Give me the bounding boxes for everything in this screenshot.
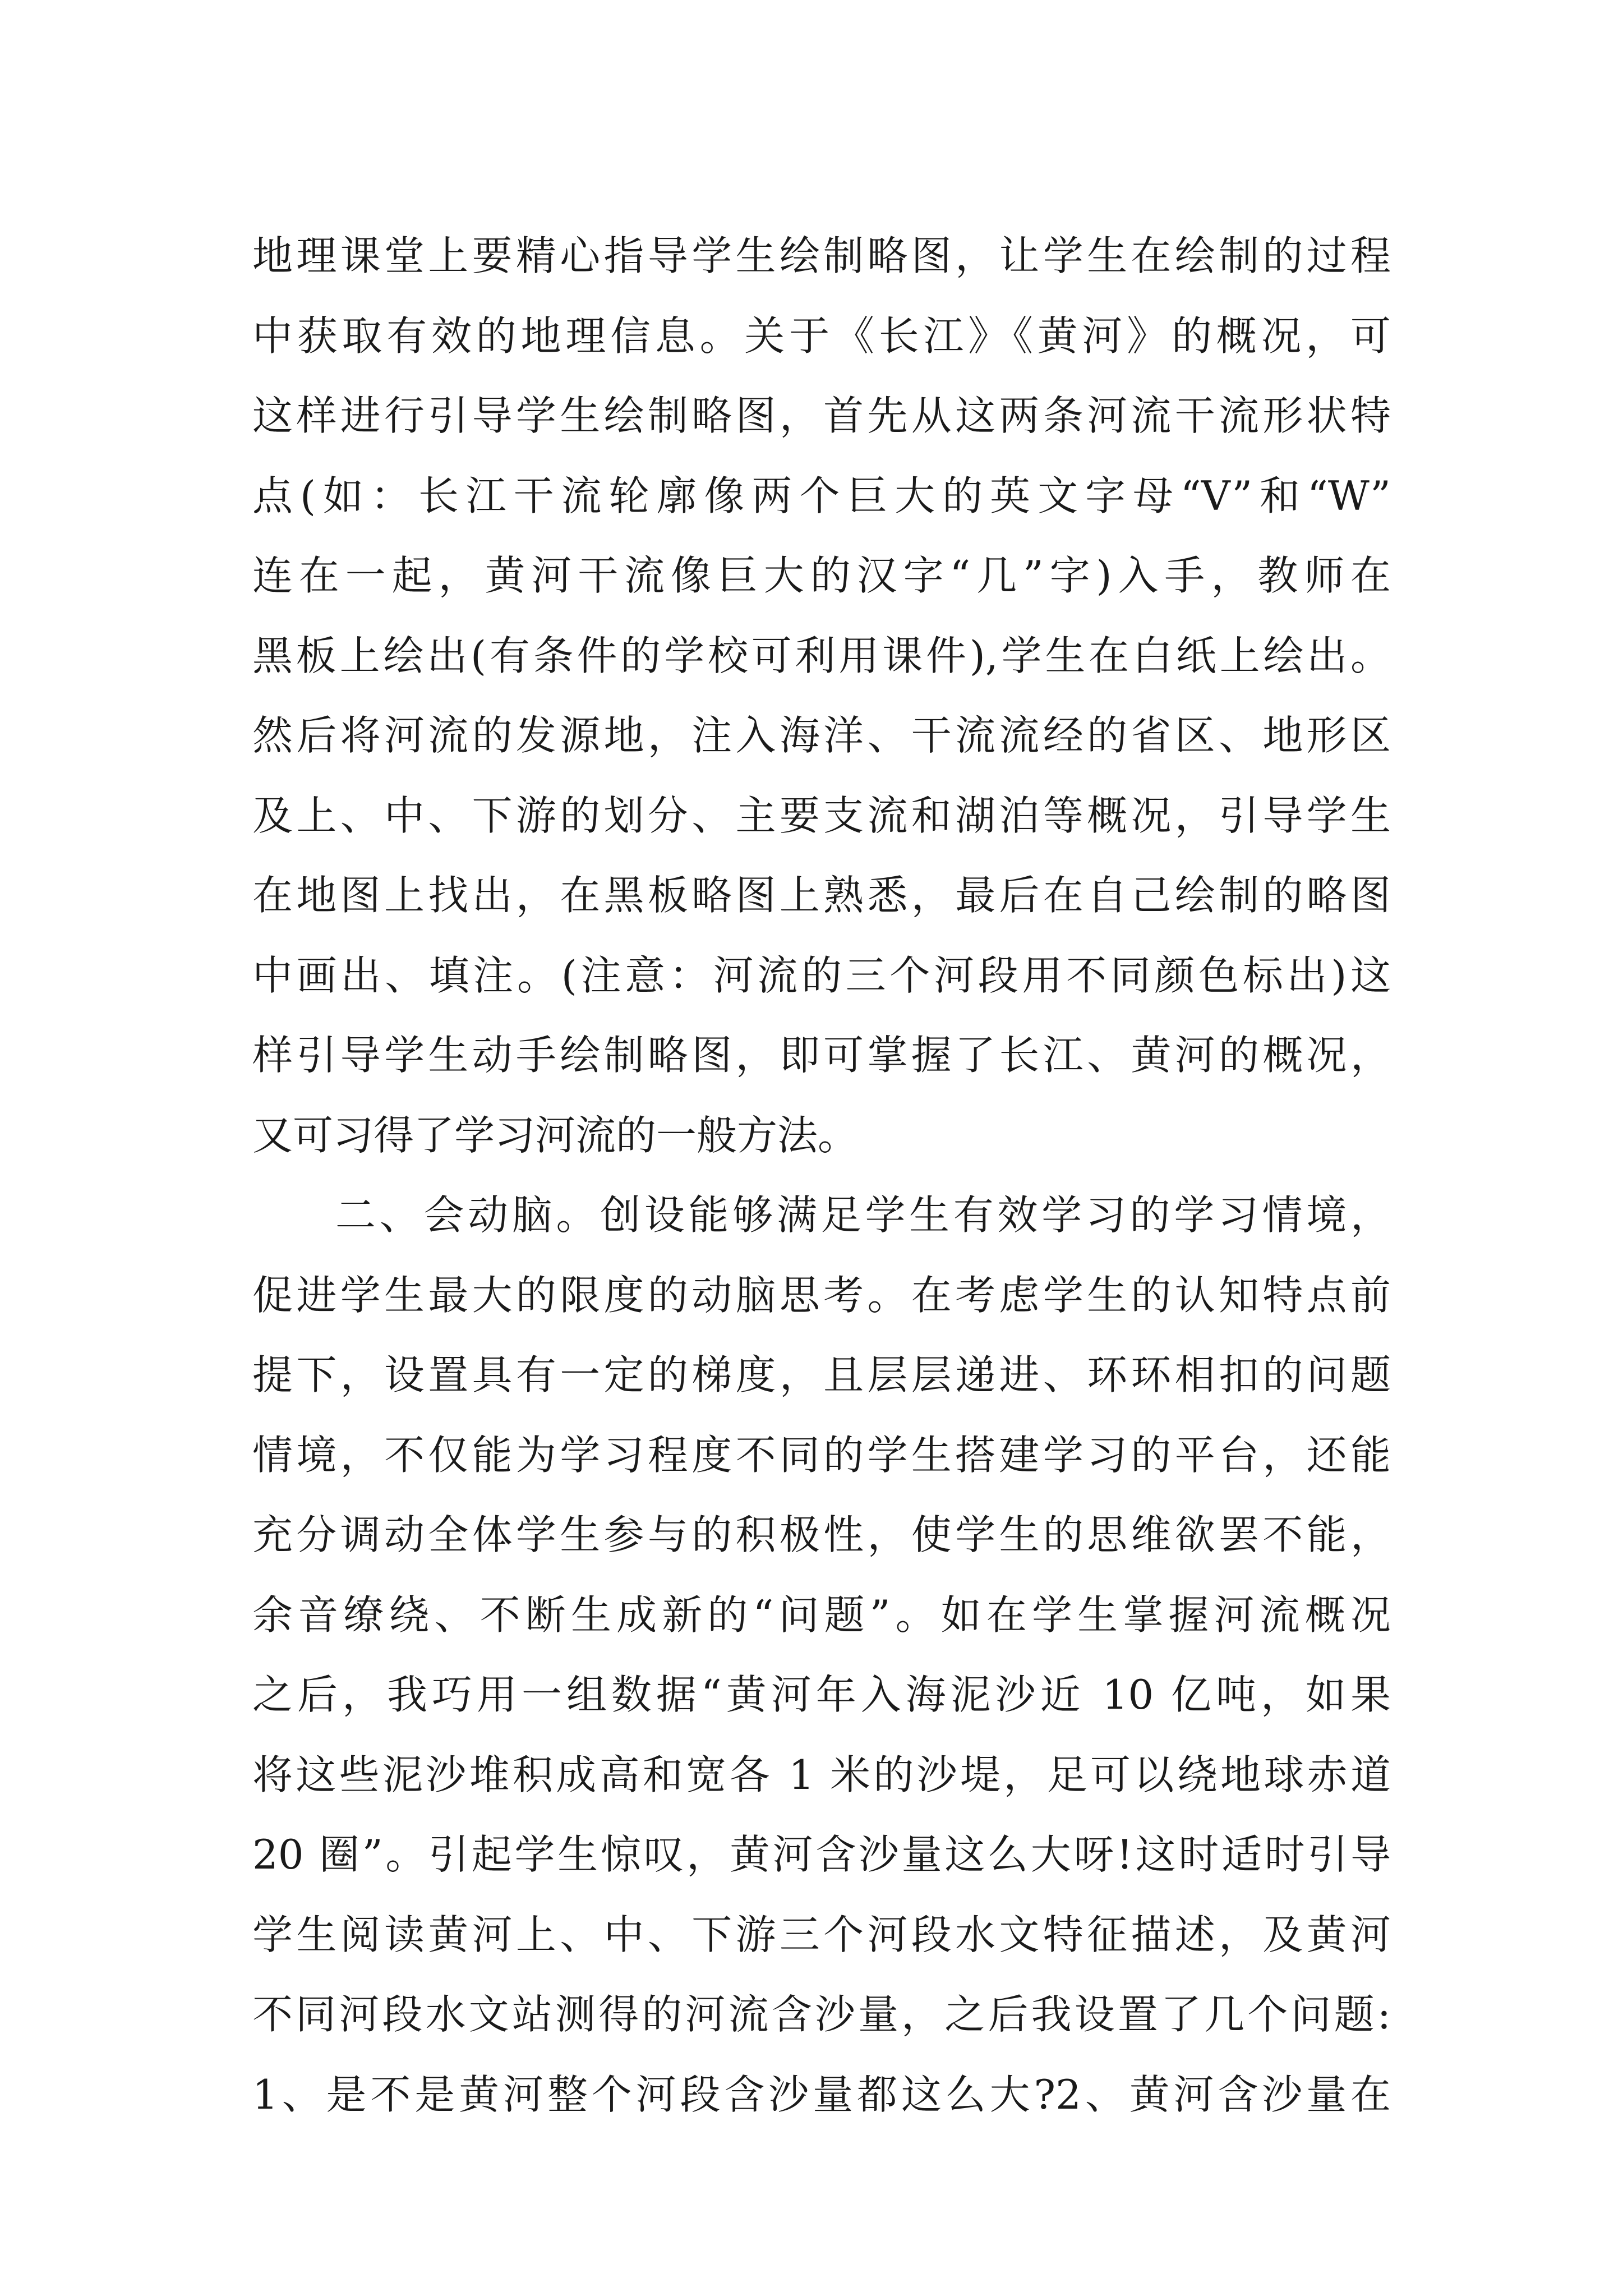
text-line: 连在一起，黄河干流像巨大的汉字“几”字)入手，教师在 — [252, 552, 1391, 599]
text-line: 这样进行引导学生绘制略图，首先从这两条河流干流形状特 — [252, 392, 1391, 439]
text-line: 将这些泥沙堆积成高和宽各 1 米的沙堤，足可以绕地球赤道 — [252, 1751, 1391, 1798]
text-line: 样引导学生动手绘制略图，即可掌握了长江、黄河的概况， — [252, 1032, 1391, 1079]
text-line: 提下，设置具有一定的梯度，且层层递进、环环相扣的问题 — [252, 1351, 1391, 1398]
text-line: 不同河段水文站测得的河流含沙量，之后我设置了几个问题: — [252, 1991, 1391, 2038]
text-line: 又可习得了学习河流的一般方法。 — [252, 1111, 859, 1159]
text-line: 地理课堂上要精心指导学生绘制略图，让学生在绘制的过程 — [252, 232, 1391, 279]
text-line: 二、会动脑。创设能够满足学生有效学习的学习情境， — [335, 1191, 1391, 1239]
text-line: 充分调动全体学生参与的积极性，使学生的思维欲罢不能， — [252, 1511, 1391, 1558]
text-line: 在地图上找出，在黑板略图上熟悉，最后在自己绘制的略图 — [252, 872, 1391, 919]
text-line: 中获取有效的地理信息。关于《长江》《黄河》的概况，可 — [252, 312, 1391, 360]
text-line: 然后将河流的发源地，注入海洋、干流流经的省区、地形区 — [252, 712, 1391, 759]
text-line: 黑板上绘出(有条件的学校可利用课件),学生在白纸上绘出。 — [252, 632, 1391, 679]
text-line: 点(如：长江干流轮廓像两个巨大的英文字母“V”和“W” — [252, 472, 1391, 519]
text-line: 之后，我巧用一组数据“黄河年入海泥沙近 10 亿吨，如果 — [252, 1671, 1391, 1718]
text-line: 20 圈”。引起学生惊叹，黄河含沙量这么大呀!这时适时引导 — [252, 1831, 1391, 1878]
text-line: 学生阅读黄河上、中、下游三个河段水文特征描述，及黄河 — [252, 1911, 1391, 1958]
paragraph-1 — [252, 216, 1391, 1175]
text-line: 余音缭绕、不断生成新的“问题”。如在学生掌握河流概况 — [252, 1591, 1391, 1639]
text-line: 1、是不是黄河整个河段含沙量都这么大?2、黄河含沙量在 — [252, 2070, 1391, 2118]
paragraph-2 — [252, 1175, 1391, 2134]
text-line: 及上、中、下游的划分、主要支流和湖泊等概况，引导学生 — [252, 792, 1391, 839]
text-line: 中画出、填注。(注意：河流的三个河段用不同颜色标出)这 — [252, 951, 1391, 999]
text-line: 促进学生最大的限度的动脑思考。在考虑学生的认知特点前 — [252, 1271, 1391, 1319]
body-text — [252, 216, 1391, 2134]
text-line: 情境，不仅能为学习程度不同的学生搭建学习的平台，还能 — [252, 1431, 1391, 1479]
